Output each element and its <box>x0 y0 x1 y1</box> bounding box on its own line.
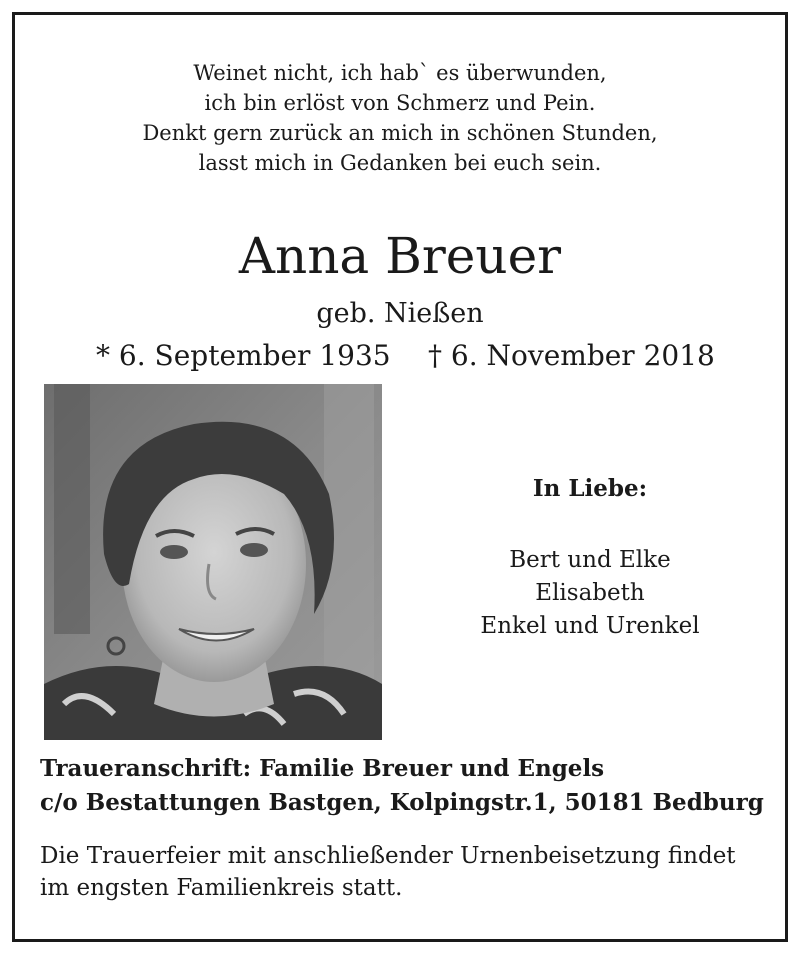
poem-line: lasst mich in Gedanken bei euch sein. <box>198 151 602 175</box>
poem-line: Denkt gern zurück an mich in schönen Stunden, <box>142 121 658 145</box>
poem <box>0 58 800 178</box>
mourner-name: Bert und Elke <box>509 547 671 573</box>
deceased-name: Anna Breuer <box>238 227 562 285</box>
death-date: † 6. November 2018 <box>428 339 715 372</box>
mourner-name: Elisabeth <box>535 580 645 606</box>
mourners <box>440 474 740 643</box>
address-line: c/o Bestattungen Bastgen, Kolpingstr.1, 50181 Bedburg <box>40 789 764 816</box>
mourners-names <box>440 544 740 643</box>
ceremony-line: Die Trauerfeier mit anschließender Urnenbeisetzung findet <box>40 843 736 869</box>
poem-line: Weinet nicht, ich hab` es überwunden, <box>193 61 607 85</box>
ceremony-note <box>40 840 736 904</box>
poem-line: ich bin erlöst von Schmerz und Pein. <box>204 91 596 115</box>
address-line: Traueranschrift: Familie Breuer und Engels <box>40 755 605 782</box>
portrait-photo <box>44 384 382 740</box>
birth-date: * 6. September 1935 <box>96 339 391 372</box>
mourner-name: Enkel und Urenkel <box>480 613 700 639</box>
maiden-name: geb. Nießen <box>316 298 484 329</box>
mourners-heading: In Liebe: <box>532 475 648 502</box>
ceremony-line: im engsten Familienkreis statt. <box>40 875 403 901</box>
mourning-address <box>40 752 764 820</box>
